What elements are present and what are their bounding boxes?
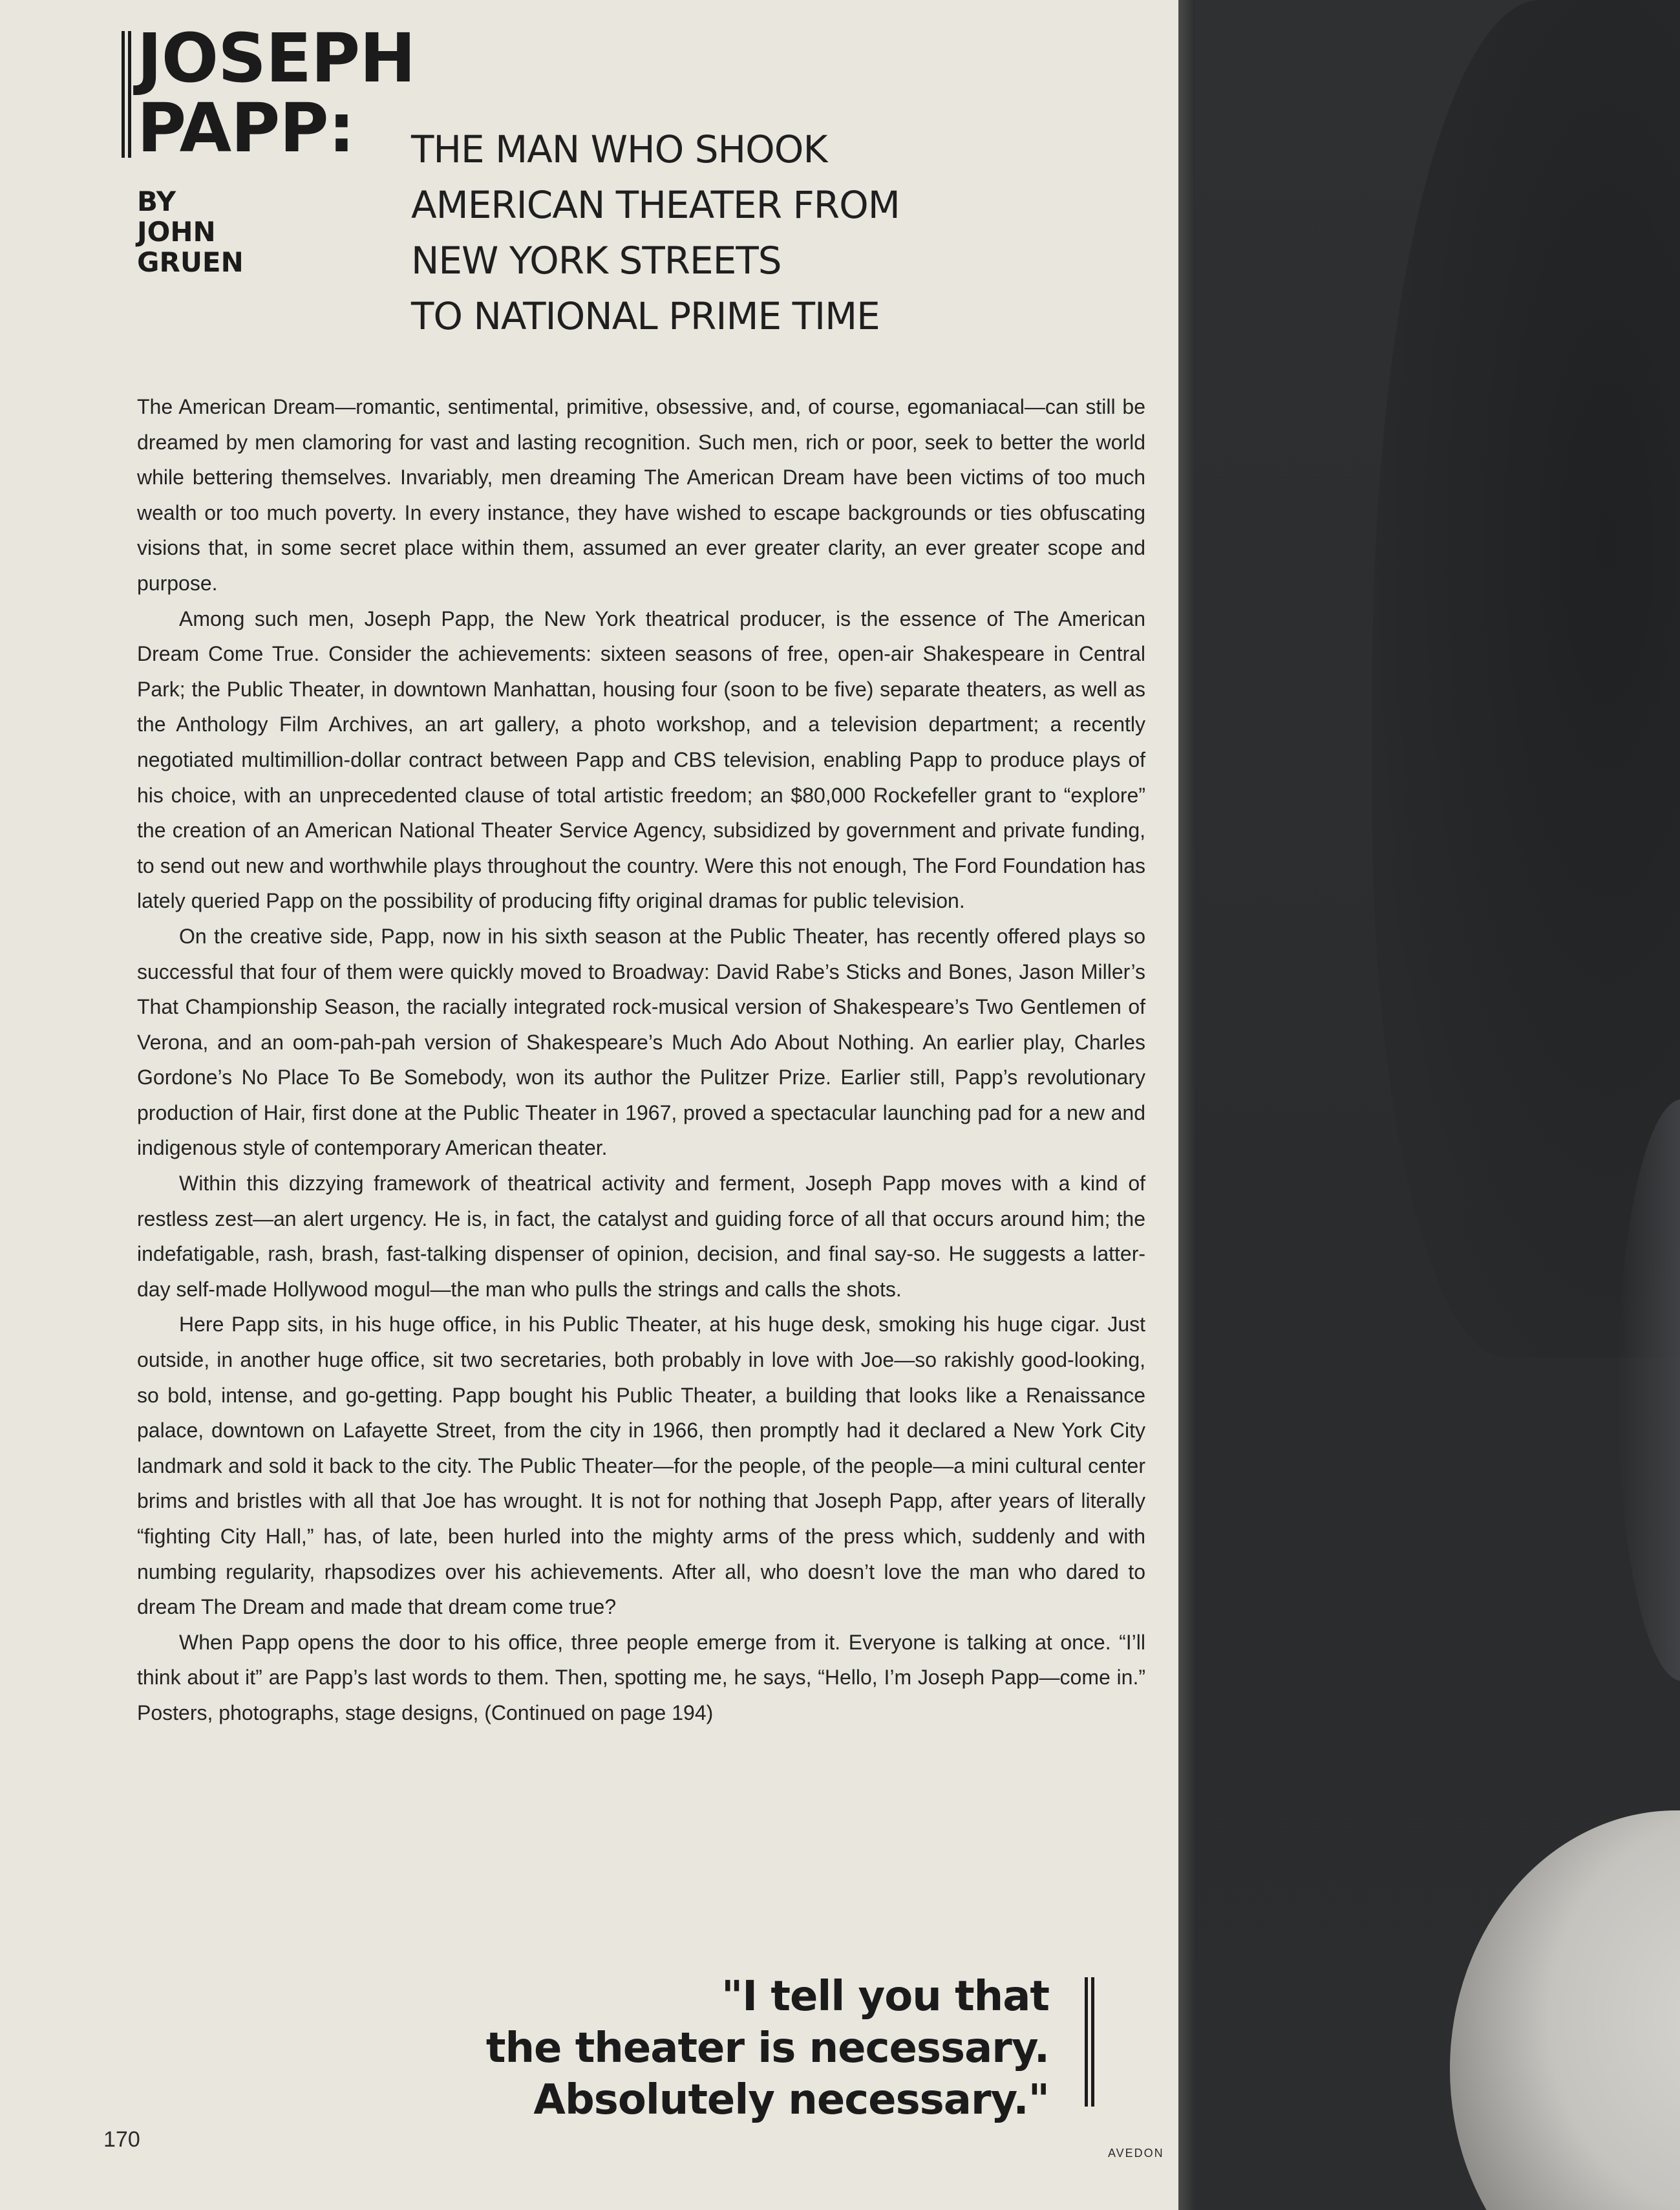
headline-line-2: PAPP: (137, 89, 355, 167)
subtitle-line: AMERICAN THEATER FROM (411, 183, 900, 227)
subtitle (411, 122, 900, 344)
subtitle-line: TO NATIONAL PRIME TIME (411, 294, 880, 338)
portrait-photo (1178, 0, 1680, 2210)
article-paragraph: Within this dizzying framework of theatrical activity and ferment, Joseph Papp moves with a kind of restless zest—an alert urgency. He is, in fact, the catalyst and guiding force of all that occurs around him; the indefatigable, rash, brash, fast-talking dispenser of opinion, decision, and final say-so. He suggests a latter-day self-made Hollywood mogul—the man who pulls the strings and calls the shots. (137, 1172, 1145, 1301)
page-number: 170 (103, 2127, 140, 2152)
title-rule-left-inner (128, 31, 131, 158)
subtitle-line: THE MAN WHO SHOOK (411, 127, 827, 171)
article-paragraph: On the creative side, Papp, now in his sixth season at the Public Theater, has recently offered plays so successful that four of them were quickly moved to Broadway: David Rabe’s Sticks and Bones, Jason Miller’s That Championship Season, the racially integrated rock-musical version of Shakespeare’s Two Gentlemen of Verona, and an oom-pah-pah version of Shakespeare’s Much Ado About Nothing. An earlier play, Charles Gordone’s No Place To Be Somebody, won its author the Pulitzer Prize. Earlier still, Papp’s revolutionary production of Hair, first done at the Public Theater in 1967, proved a spectacular launching pad for a new and indigenous style of contemporary American theater. (137, 924, 1145, 1160)
title-rule-left (122, 31, 125, 158)
article-paragraph: When Papp opens the door to his office, three people emerge from it. Everyone is talking at once. “I’ll think about it” are Papp’s last words to them. Then, spotting me, he says, “Hello, I’m Joseph Papp—come in.” Posters, photographs, stage designs, (Continued on page 194) (137, 1630, 1145, 1724)
byline-line: JOHN (137, 216, 216, 248)
byline-line: GRUEN (137, 246, 244, 278)
photo-shoulder-highlight (1450, 1810, 1680, 2210)
subtitle-line: NEW YORK STREETS (411, 239, 782, 283)
article-paragraph: Here Papp sits, in his huge office, in his Public Theater, at his huge desk, smoking his huge cigar. Just outside, in another huge office, sit two secretaries, both probably in love with Joe—so rakishly good-looking, so bold, intense, and go-getting. Papp bought his Public Theater, a building that looks like a Renaissance palace, downtown on Lafayette Street, from the city in 1966, then promptly had it declared a New York City landmark and sold it back to the city. The Public Theater—for the people, of the people—a mini cultural center brims and bristles with all that Joe has wrought. It is not for nothing that Joseph Papp, after years of literally “fighting City Hall,” has, of late, been hurled into the mighty arms of the press which, suddenly and with numbing regularity, rhapsodizes over his achievements. After all, who doesn’t love the man who dared to dream The Dream and made that dream come true? (137, 1313, 1145, 1619)
headline (137, 19, 416, 167)
pull-quote-line: Absolutely necessary." (533, 2076, 1049, 2124)
pull-quote-line: "I tell you that (721, 1973, 1049, 2021)
headline-line-1: JOSEPH (137, 19, 416, 98)
byline-line: BY (137, 186, 176, 217)
photo-credit: AVEDON (1108, 2147, 1164, 2160)
pull-quote-line: the theater is necessary. (485, 2024, 1049, 2072)
article-paragraph: The American Dream—romantic, sentimental, primitive, obsessive, and, of course, egomaniacal—can still be dreamed by men clamoring for vast and lasting recognition. Such men, rich or poor, seek to better the world while bettering themselves. Invariably, men dreaming The American Dream have been victims of too much wealth or too much poverty. In every instance, they have wished to escape backgrounds or ties obfuscating visions that, in some secret place within them, assumed an ever greater clarity, an ever greater scope and purpose. (137, 395, 1145, 595)
pull-quote-rule-right-outer (1091, 1977, 1094, 2107)
article-paragraph: Among such men, Joseph Papp, the New York theatrical producer, is the essence of The American Dream Come True. Consider the achievements: sixteen seasons of free, open-air Shakespeare in Central Park; the Public Theater, in downtown Manhattan, housing four (soon to be five) separate theaters, as well as the Anthology Film Archives, an art gallery, a photo workshop, and a television department; a recently negotiated multimillion-dollar contract between Papp and CBS television, enabling Papp to produce plays of his choice, with an unprecedented clause of total artistic freedom; an $80,000 Rockefeller grant to “explore” the creation of an American National Theater Service Agency, subsidized by government and private funding, to send out new and worthwhile plays throughout the country. Were this not enough, The Ford Foundation has lately queried Papp on the possibility of producing fifty original dramas for public television. (137, 606, 1145, 913)
article-body (137, 389, 1145, 1731)
photo-gutter-shadow (1178, 0, 1195, 2210)
pull-quote (486, 1971, 1075, 2126)
pull-quote-rule-right (1085, 1977, 1088, 2107)
photo-hair-shadow (1372, 0, 1680, 1358)
byline (137, 186, 244, 277)
